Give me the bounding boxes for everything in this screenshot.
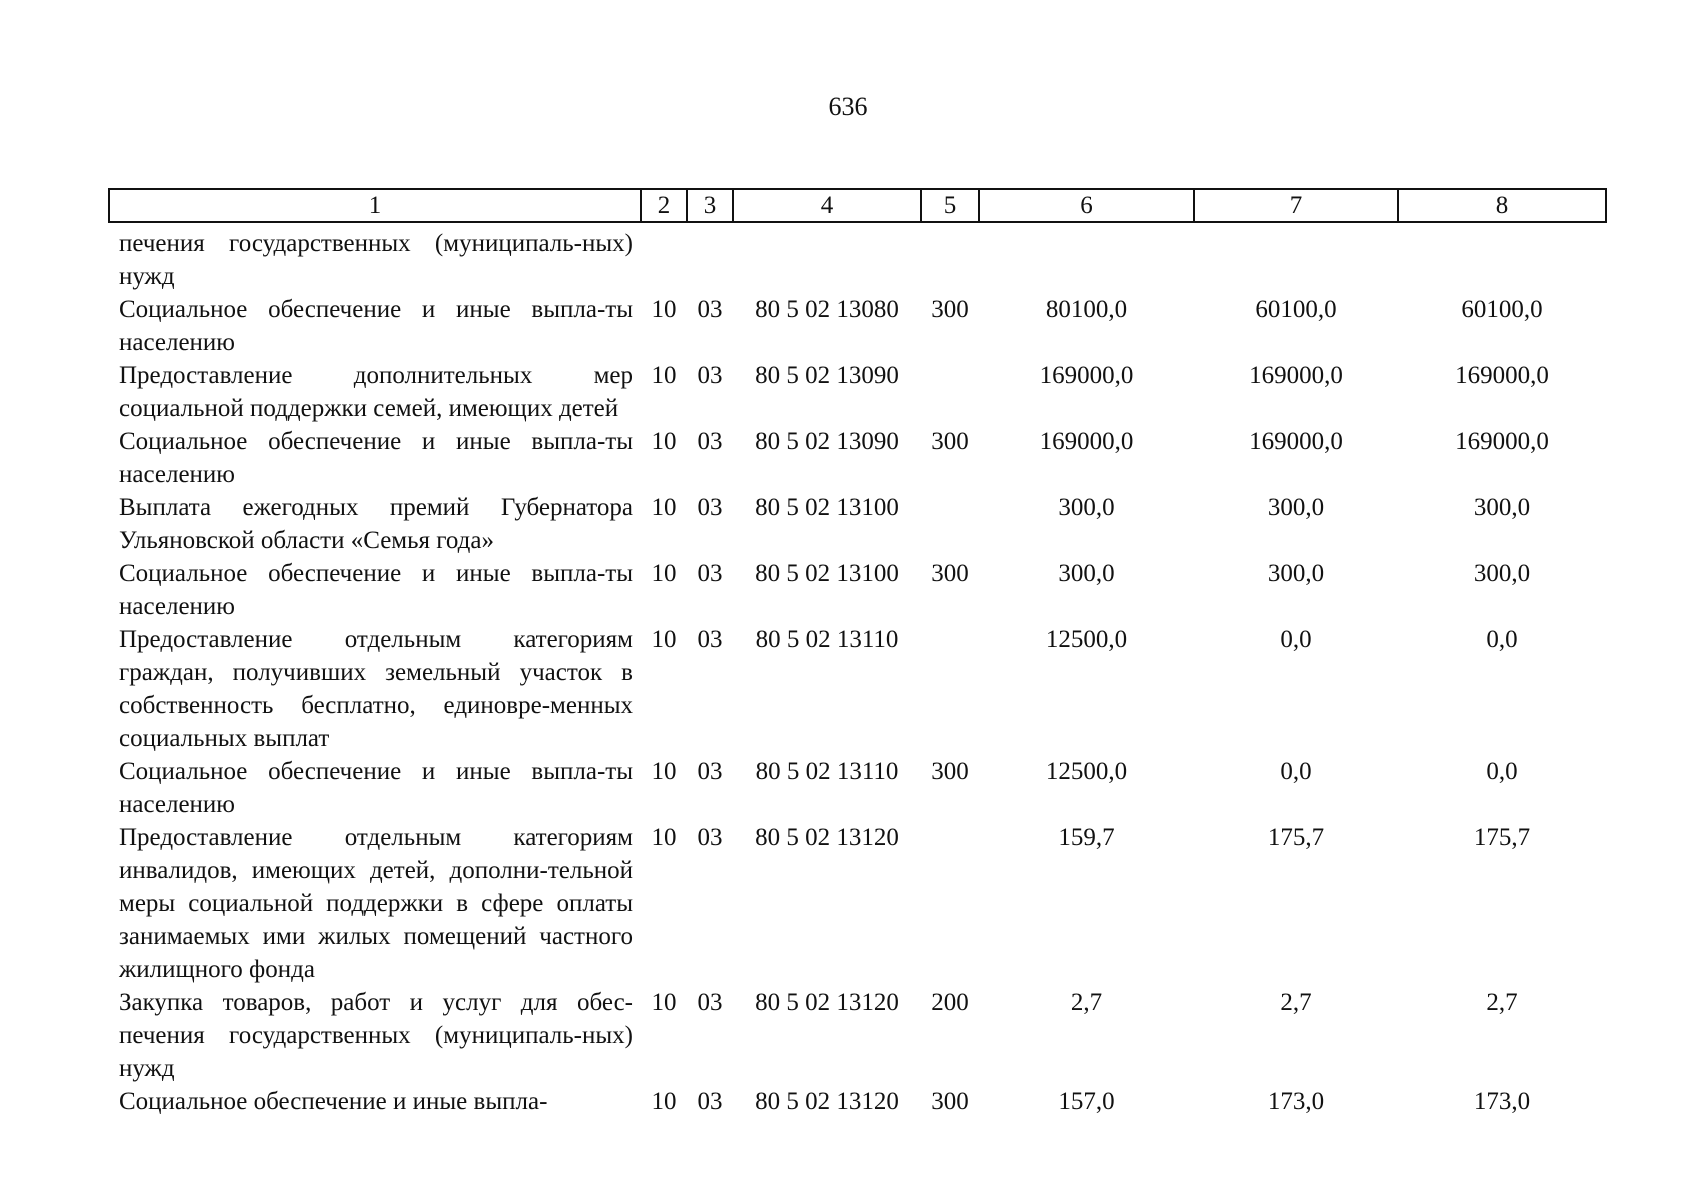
row-amount-col7: 60100,0 bbox=[1255, 296, 1337, 323]
page-number: 636 bbox=[828, 92, 868, 121]
row-subsection: 03 bbox=[697, 362, 723, 389]
row-section: 10 bbox=[651, 362, 677, 389]
row-name: печения государственных (муниципаль-ных) нужд bbox=[119, 230, 633, 290]
row-target-article: 80 5 02 13080 bbox=[755, 296, 899, 323]
row-target-article: 80 5 02 13110 bbox=[755, 758, 899, 785]
table-row bbox=[109, 359, 1606, 425]
row-amount-col6: 169000,0 bbox=[1039, 362, 1134, 389]
row-expense-type: 300 bbox=[931, 296, 969, 323]
row-subsection: 03 bbox=[697, 758, 723, 785]
row-subsection: 03 bbox=[697, 626, 723, 653]
row-amount-col7: 300,0 bbox=[1267, 494, 1325, 521]
row-amount-col8: 60100,0 bbox=[1461, 296, 1543, 323]
budget-table bbox=[108, 188, 1607, 1118]
table-row bbox=[109, 821, 1606, 986]
table-header bbox=[109, 189, 1606, 222]
row-amount-col6: 300,0 bbox=[1058, 560, 1115, 587]
header-col-8: 8 bbox=[1398, 189, 1606, 222]
table-row bbox=[109, 557, 1606, 623]
row-amount-col6: 12500,0 bbox=[1045, 758, 1128, 785]
row-amount-col8 bbox=[1398, 222, 1606, 293]
row-amount-col6: 169000,0 bbox=[1039, 428, 1134, 455]
row-section: 10 bbox=[651, 989, 677, 1016]
row-target-article: 80 5 02 13100 bbox=[755, 560, 899, 587]
row-name: Социальное обеспечение и иные выпла-ты населению bbox=[119, 758, 633, 818]
row-expense-type: 300 bbox=[931, 758, 969, 785]
row-target-article: 80 5 02 13110 bbox=[755, 626, 899, 653]
row-section: 10 bbox=[651, 428, 677, 455]
row-expense-type: 300 bbox=[931, 428, 969, 455]
row-name: Предоставление отдельным категориям инвалидов, имеющих детей, дополни-тельной меры социальной поддержки в сфере оплаты занимаемых ими жилых помещений частного жилищного фонда bbox=[119, 824, 633, 983]
row-section: 10 bbox=[651, 560, 677, 587]
row-amount-col6: 12500,0 bbox=[1045, 626, 1128, 653]
row-target-article: 80 5 02 13120 bbox=[755, 824, 899, 851]
row-subsection: 03 bbox=[697, 824, 723, 851]
row-amount-col7: 2,7 bbox=[1280, 989, 1312, 1016]
table-row bbox=[109, 293, 1606, 359]
header-col-1: 1 bbox=[109, 189, 641, 222]
row-amount-col7: 169000,0 bbox=[1249, 428, 1343, 455]
header-col-4: 4 bbox=[733, 189, 921, 222]
row-section: 10 bbox=[651, 824, 677, 851]
row-name: Социальное обеспечение и иные выпла-ты населению bbox=[119, 296, 633, 356]
table-row bbox=[109, 986, 1606, 1085]
row-amount-col7: 300,0 bbox=[1267, 560, 1325, 587]
row-target-article: 80 5 02 13120 bbox=[755, 989, 899, 1016]
row-section: 10 bbox=[651, 1088, 677, 1115]
table-row bbox=[109, 1085, 1606, 1118]
row-subsection: 03 bbox=[697, 296, 723, 323]
row-name: Закупка товаров, работ и услуг для обес-печения государственных (муниципаль-ных) нужд bbox=[119, 989, 633, 1082]
row-amount-col8: 0,0 bbox=[1486, 758, 1518, 785]
row-section: 10 bbox=[651, 626, 677, 653]
row-expense-type: 200 bbox=[931, 989, 969, 1016]
header-col-5: 5 bbox=[921, 189, 979, 222]
row-expense-type bbox=[921, 821, 979, 986]
header-row bbox=[109, 189, 1606, 222]
row-name: Социальное обеспечение и иные выпла-ты населению bbox=[119, 428, 633, 488]
row-expense-type bbox=[921, 623, 979, 755]
row-target-article: 80 5 02 13090 bbox=[755, 362, 899, 389]
row-name: Выплата ежегодных премий Губернатора Ульяновской области «Семья года» bbox=[119, 494, 633, 554]
row-expense-type: 300 bbox=[931, 560, 969, 587]
row-amount-col8: 300,0 bbox=[1473, 560, 1531, 587]
row-subsection bbox=[687, 222, 733, 293]
row-amount-col6: 2,7 bbox=[1070, 989, 1103, 1016]
row-target-article: 80 5 02 13090 bbox=[755, 428, 899, 455]
row-subsection: 03 bbox=[697, 1088, 723, 1115]
row-name: Предоставление дополнительных мер социальной поддержки семей, имеющих детей bbox=[119, 362, 633, 422]
row-amount-col7: 0,0 bbox=[1280, 626, 1312, 653]
row-expense-type bbox=[921, 491, 979, 557]
row-amount-col7: 0,0 bbox=[1280, 758, 1312, 785]
row-name: Социальное обеспечение и иные выпла- bbox=[119, 1088, 548, 1115]
header-col-6: 6 bbox=[979, 189, 1194, 222]
row-amount-col6: 159,7 bbox=[1058, 824, 1115, 851]
row-section: 10 bbox=[651, 296, 677, 323]
row-amount-col8: 175,7 bbox=[1473, 824, 1531, 851]
row-target-article bbox=[733, 222, 921, 293]
row-section: 10 bbox=[651, 758, 677, 785]
row-amount-col8: 300,0 bbox=[1473, 494, 1531, 521]
header-col-7: 7 bbox=[1194, 189, 1398, 222]
row-amount-col7: 173,0 bbox=[1267, 1088, 1325, 1115]
row-section bbox=[641, 222, 687, 293]
row-expense-type bbox=[921, 222, 979, 293]
row-amount-col8: 2,7 bbox=[1486, 989, 1518, 1016]
row-amount-col6 bbox=[979, 222, 1194, 293]
row-name: Предоставление отдельным категориям граждан, получивших земельный участок в собственность бесплатно, единовре-менных социальных выплат bbox=[119, 626, 633, 752]
table-row bbox=[109, 222, 1606, 293]
row-amount-col6: 80100,0 bbox=[1045, 296, 1128, 323]
table-row bbox=[109, 623, 1606, 755]
row-amount-col7 bbox=[1194, 222, 1398, 293]
row-expense-type: 300 bbox=[931, 1088, 969, 1115]
table-row bbox=[109, 425, 1606, 491]
table-row bbox=[109, 491, 1606, 557]
row-subsection: 03 bbox=[697, 428, 723, 455]
table-row bbox=[109, 755, 1606, 821]
row-subsection: 03 bbox=[697, 989, 723, 1016]
row-expense-type bbox=[921, 359, 979, 425]
header-col-3: 3 bbox=[687, 189, 733, 222]
row-amount-col8: 169000,0 bbox=[1455, 362, 1549, 389]
table-body bbox=[109, 222, 1606, 1118]
row-target-article: 80 5 02 13120 bbox=[755, 1088, 899, 1115]
row-subsection: 03 bbox=[697, 560, 723, 587]
row-amount-col8: 173,0 bbox=[1473, 1088, 1531, 1115]
row-amount-col8: 0,0 bbox=[1486, 626, 1518, 653]
header-col-2: 2 bbox=[641, 189, 687, 222]
row-section: 10 bbox=[651, 494, 677, 521]
row-target-article: 80 5 02 13100 bbox=[755, 494, 899, 521]
row-amount-col6: 300,0 bbox=[1058, 494, 1115, 521]
row-amount-col6: 157,0 bbox=[1058, 1088, 1115, 1115]
row-amount-col7: 175,7 bbox=[1267, 824, 1325, 851]
row-subsection: 03 bbox=[697, 494, 723, 521]
row-name: Социальное обеспечение и иные выпла-ты населению bbox=[119, 560, 633, 620]
row-amount-col7: 169000,0 bbox=[1249, 362, 1343, 389]
row-amount-col8: 169000,0 bbox=[1455, 428, 1549, 455]
